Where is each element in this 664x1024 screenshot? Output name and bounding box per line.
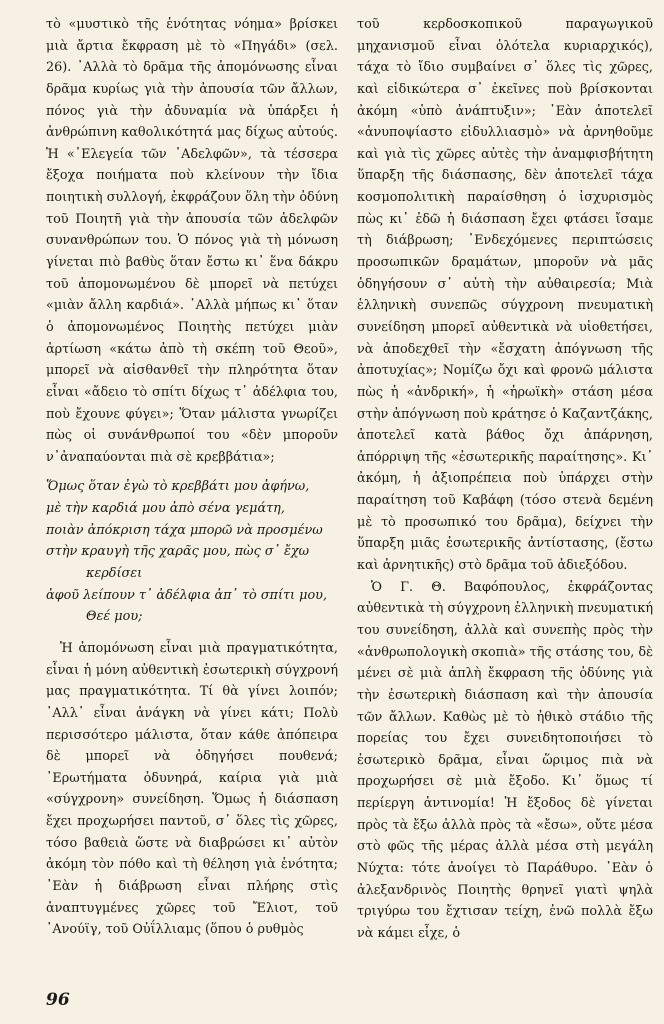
poem-line: ἀφοῦ λείπουν τ᾿ ἀδέλφια ἀπ᾿ τὸ σπίτι μου, [46,587,328,603]
right-paragraph-2: Ὁ Γ. Θ. Βαφόπουλος, ἐκφράζοντας αὐθεντικὰ τὴ σύγχρονη ἑλληνικὴ πνευματική του συνείδηση, ἀλλὰ καὶ συνεπὴς πρὸς τὴν «ἀνθρωπολογικὴ σκοπιὰ» τῆς στάσης του, δὲ μένει σὲ μιὰ ἁπλὴ ἔκφραση τῆς ὀδύνης γιὰ τὴν ἐσωτερικὴ διάσπαση καὶ τὴν ἀπουσία τῶν ἄλλων. Καθὼς μὲ τὸ ἠθικὸ στάδιο τῆς πορείας του ἔχει συνειδητοποιήσει τὸ ἐσωτερικὸ δρᾶμα, εἶναι ὥριμος πιὰ νὰ προχωρήσει σὲ μιὰ ἔξοδο. Κι᾿ ὅμως τί περίεργη ἀντινομία! Ἡ ἔξοδος δὲ γίνεται πρὸς τὰ ἔξω ἀλλὰ πρὸς τὰ «ἔσω», οὔτε μέσα στὸ φῶς τῆς μέρας ἀλλὰ μέσα στὴ μεγάλη Νύχτα: τότε ἀνοίγει τὸ Παράθυρο. ᾿Εὰν ὁ ἀλεξανδρινὸς Ποιητὴς θρηνεῖ γιατὶ ψηλὰ τριγύρω του ἔχτισαν τείχη, ἐνῶ πολλὰ ἔξω νὰ κάμει εἶχε, ὁ [357,579,653,941]
poem-quote [46,476,338,627]
page-number: 96 [46,990,70,1010]
right-column [357,14,653,945]
poem-line: ποιὰν ἀπόκριση τάχα μπορῶ νὰ προσμένω [46,522,323,538]
poem-line: Θεέ μου; [86,609,143,625]
poem-line: κερδίσει [86,566,143,582]
left-column [46,14,338,941]
right-paragraph-1: τοῦ κερδοσκοπικοῦ παραγωγικοῦ μηχανισμοῦ εἶναι ὁλότελα κυριαρχικός), τάχα τὸ ἴδιο συμβαίνει σ᾿ ὅλες τὶς χῶρες, καὶ εἰδικώτερα σ᾿ ἐκεῖνες ποὺ βρίσκονται ἀκόμη «ὑπὸ ἀνάπτυξιν»; ᾿Εὰν ἀποτελεῖ «ἀνυποψίαστο εἰδυλλιασμὸ» νὰ ἀρνηθοῦμε καὶ γιὰ τὶς χῶρες αὐτὲς τὴν ἀναμφισβήτητη ὕπαρξη τῆς διάσπασης, δὲν ἀποτελεῖ τάχα κοσμοπολιτικὴ παραίσθηση ὁ ἰσχυρισμὸς πὼς κι᾿ ἐδῶ ἡ διάσπαση ἔχει φτάσει ἴσαμε τὴ διάβρωση; ᾿Ενδεχόμενες περιπτώσεις προσωπικῶν δραμάτων, μποροῦν νὰ μᾶς ὁδηγήσουν σ᾿ αὐτὴ τὴν αὐθαιρεσία; Μιὰ ἑλληνικὴ συνεπῶς σύγχρονη πνευματικὴ συνείδηση μπορεῖ αὐθεντικὰ νὰ υἱοθετήσει, νὰ ἀποδεχθεῖ τὴν «ἔσχατη ἀπόγνωση τῆς ἀποτυχίας»; Νομίζω ὄχι καὶ φρονῶ μάλιστα πὼς ἡ «ἀνδρική», ἡ «ἡρωϊκὴ» στάση μέσα στὴν ἀπόγνωση ποὺ κράτησε ὁ Καζαντζάκης, ἀποτελεῖ κατὰ βάθος ὄχι ἀπάρνηση, ἀπόρριψη τῆς «ἐσωτερικῆς παραίτησης». Κι᾿ ἀκόμη, ἡ ἀξιοπρέπεια ποὺ ὑπάρχει στὴν παραίτηση τοῦ Καβάφη (τόσο στενὰ δεμένη μὲ τὸ προσωπικό του δρᾶμα), δείχνει τὴν ὕπαρξη μιᾶς ἐσωτερικῆς ἀντίστασης, (ἔστω καὶ ἀρνητικῆς) στὸ δρᾶμα τοῦ ἀδιεξόδου. [357,17,653,574]
poem-line: μὲ τὴν καρδιά μου ἀπὸ σένα γεμάτη, [46,501,285,517]
poem-line: στὴν κραυγὴ τῆς χαρᾶς μου, πὼς σ᾿ ἔχω [46,544,310,560]
left-paragraph-2: Ἡ ἀπομόνωση εἶναι μιὰ πραγματικότητα, εἶναι ἡ μόνη αὐθεντικὴ ἐσωτερικὴ σύγχρονή μας πραγματικότητα. Τί θὰ γίνει λοιπόν; ᾿Αλλ᾿ εἶναι ἀνάγκη νὰ γίνει κάτι; Πολὺ περισσότερο μάλιστα, ὅταν κάθε ἀπόπειρα δὲ μπορεῖ νὰ ὁδηγήσει πουθενά; ᾿Ερωτήματα ὀδυνηρά, καίρια γιὰ μιὰ «σύγχρονη» συνείδηση. Ὅμως ἡ διάσπαση ἔχει προχωρήσει παντοῦ, σ᾿ ὅλες τὶς χῶρες, τόσο βαθειὰ ὥστε νὰ διαβρώσει κι᾿ αὐτὸν ἀκόμη τὸν πόθο καὶ τὴ θέληση γιὰ ἑνότητα; ᾿Εὰν ἡ διάβρωση εἶναι πλήρης στὶς ἀναπτυγμένες χῶρες τοῦ Ἔλιοτ, τοῦ ᾿Ανούϊγ, τοῦ Οὐΐλλιαμς (ὅπου ὁ ρυθμὸς [46,640,338,938]
left-paragraph-1: τὸ «μυστικὸ τῆς ἑνότητας νόημα» βρίσκει μιὰ ἄρτια ἔκφραση μὲ τὸ «Πηγάδι» (σελ. 26). ᾿Αλλὰ τὸ δρᾶμα τῆς ἀπομόνωσης εἶναι δρᾶμα κυρίως γιὰ τὴν ἀπουσία τῶν ἄλλων, πόνος γιὰ τὴν ἀδυναμία νὰ ὑπάρξει ἡ ἀνθρώπινη καθολικότητά μας δίχως αὐτούς. Ἡ «᾿Ελεγεία τῶν ᾿Αδελφῶν», τὰ τέσσερα ἔξοχα ποιήματα ποὺ κλείνουν τὴν ἴδια ποιητικὴ συλλογή, ἐκφράζουν ὅλη τὴν ὀδύνη τοῦ Ποιητῆ γιὰ τὴν ἀπουσία τῶν ἀδελφῶν συνανθρώπων του. Ὁ πόνος γιὰ τὴ μόνωση γίνεται πιὸ βαθὺς ὅταν ἔστω κι᾿ ἕνα δάκρυ τοῦ ἀπομονωμένου δὲ μπορεῖ νὰ πετύχει «μιὰν ἄλλη καρδιά». ᾿Αλλὰ μήπως κι᾿ ὅταν ὁ ἀπομονωμένος Ποιητὴς πετύχει μιὰν ἀρτίωση «κάτω ἀπὸ τὴ σκέπη τοῦ Θεοῦ», μπορεῖ νὰ αἰσθανθεῖ τὴν πληρότητα ὅταν εἶναι «ἄδειο τὸ σπίτι δίχως τ᾿ ἀδέλφια του, ποὺ ἔχουνε φύγει»; Ὅταν μάλιστα γνωρίζει πὼς οἱ συνάνθρωποί του «δὲν μποροῦν ν᾿ἀναπαύονται πιὰ σὲ κρεββάτια»; [46,17,338,465]
poem-line: Ὅμως ὅταν ἐγὼ τὸ κρεββάτι μου ἀφήνω, [46,479,310,495]
